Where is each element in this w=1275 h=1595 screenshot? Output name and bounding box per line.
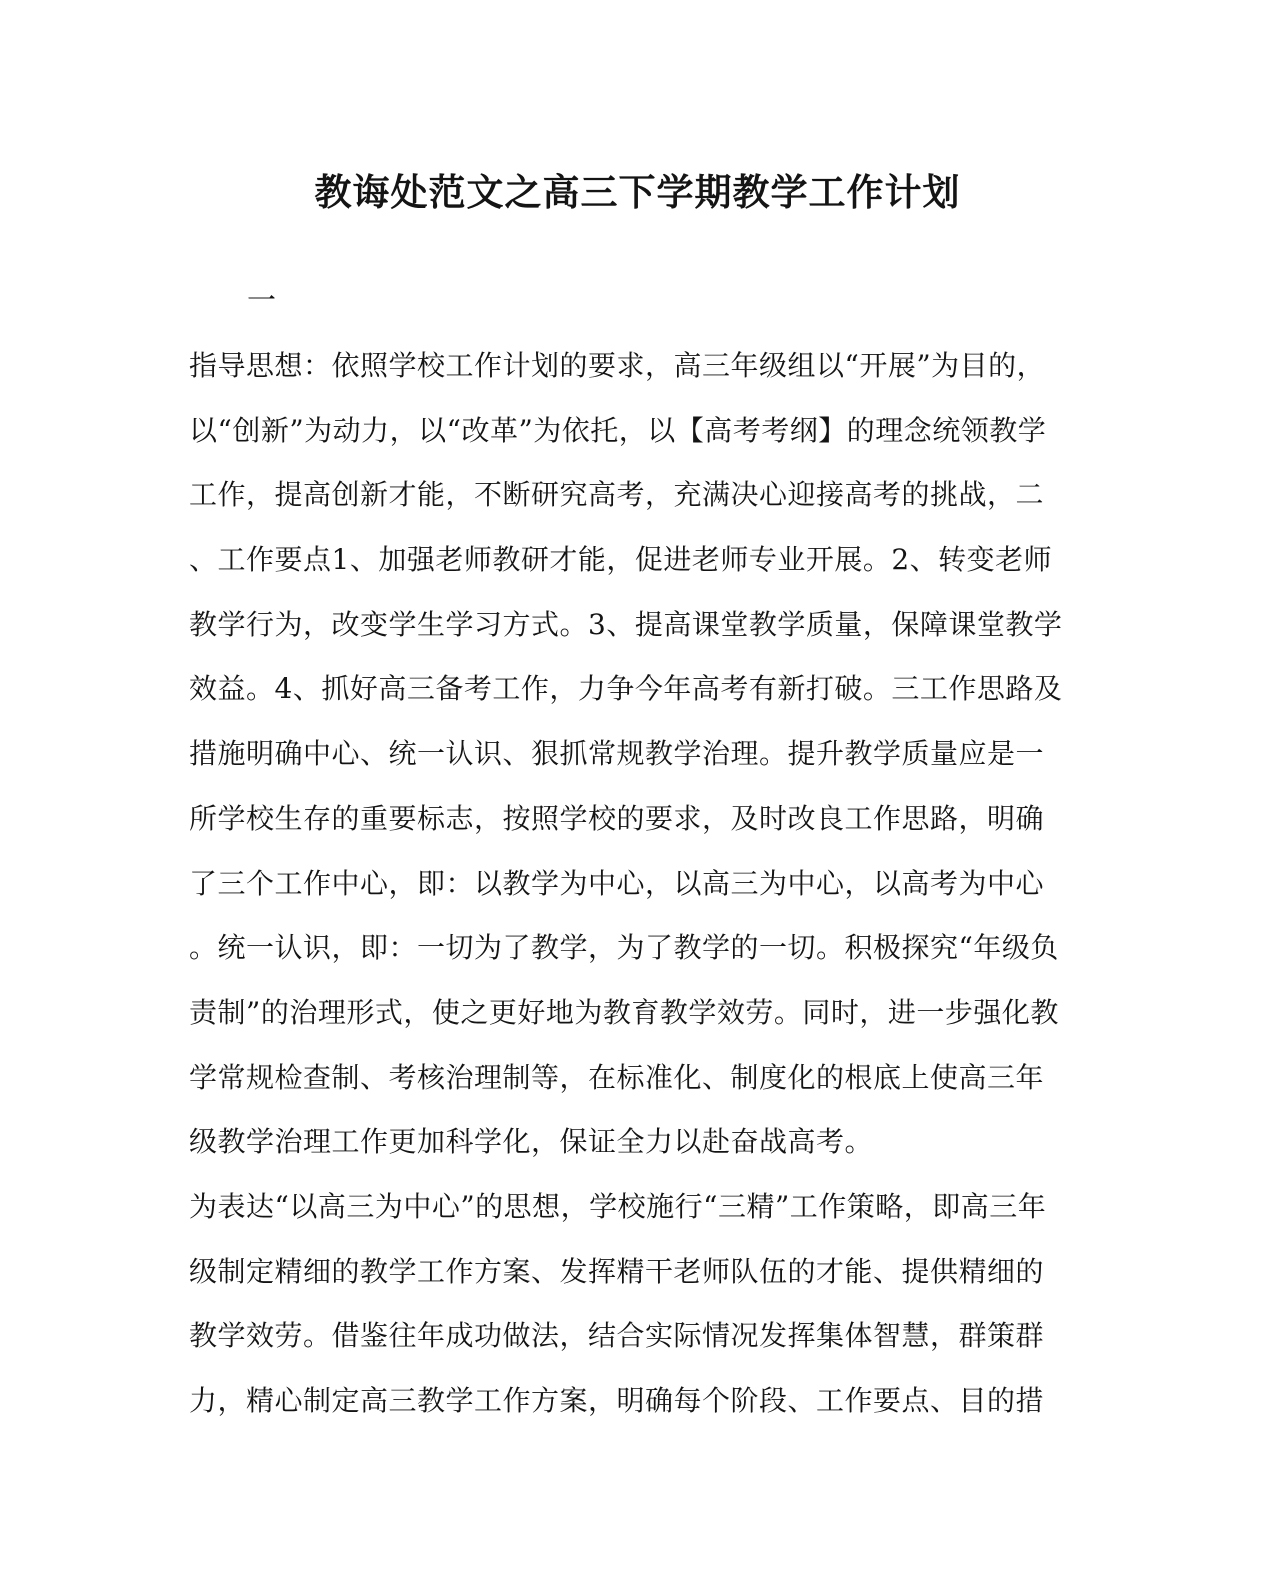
text-line: 工作，提高创新才能，不断研究高考，充满决心迎接高考的挑战，二 <box>189 478 1045 512</box>
document-title: 教诲处范文之高三下学期教学工作计划 <box>314 170 961 214</box>
text-line: 教学效劳。借鉴往年成功做法，结合实际情况发挥集体智慧，群策群 <box>189 1319 1045 1353</box>
text-line: 教学行为，改变学生学习方式。3、提高课堂教学质量，保障课堂教学 <box>189 607 1063 641</box>
text-line: 。统一认识，即：一切为了教学，为了教学的一切。积极探究“年级负 <box>189 931 1059 965</box>
text-line: 以“创新”为动力，以“改革”为依托，以【高考考纲】的理念统领教学 <box>189 413 1047 447</box>
text-line: 措施明确中心、统一认识、狠抓常规教学治理。提升教学质量应是一 <box>189 737 1045 771</box>
section-number: 一 <box>247 283 277 317</box>
text-line: 所学校生存的重要标志，按照学校的要求，及时改良工作思路，明确 <box>189 801 1045 835</box>
text-line: 级制定精细的教学工作方案、发挥精干老师队伍的才能、提供精细的 <box>189 1254 1045 1288</box>
text-line: 了三个工作中心，即：以教学为中心，以高三为中心，以高考为中心 <box>189 866 1045 900</box>
text-line: 责制”的治理形式，使之更好地为教育教学效劳。同时，进一步强化教 <box>189 995 1059 1029</box>
text-line: 、工作要点1、加强老师教研才能，促进老师专业开展。2、转变老师 <box>189 543 1053 577</box>
text-line: 效益。4、抓好高三备考工作，力争今年高考有新打破。三工作思路及 <box>189 672 1063 706</box>
text-line: 为表达“以高三为中心”的思想，学校施行“三精”工作策略，即高三年 <box>189 1189 1047 1223</box>
text-line: 级教学治理工作更加科学化，保证全力以赴奋战高考。 <box>189 1125 874 1159</box>
text-line: 指导思想：依照学校工作计划的要求，高三年级组以“开展”为目的， <box>189 349 1046 382</box>
body-text <box>189 344 1079 1444</box>
text-line: 力，精心制定高三教学工作方案，明确每个阶段、工作要点、目的措 <box>189 1384 1045 1417</box>
text-line: 学常规检查制、考核治理制等，在标准化、制度化的根底上使高三年 <box>189 1060 1045 1094</box>
